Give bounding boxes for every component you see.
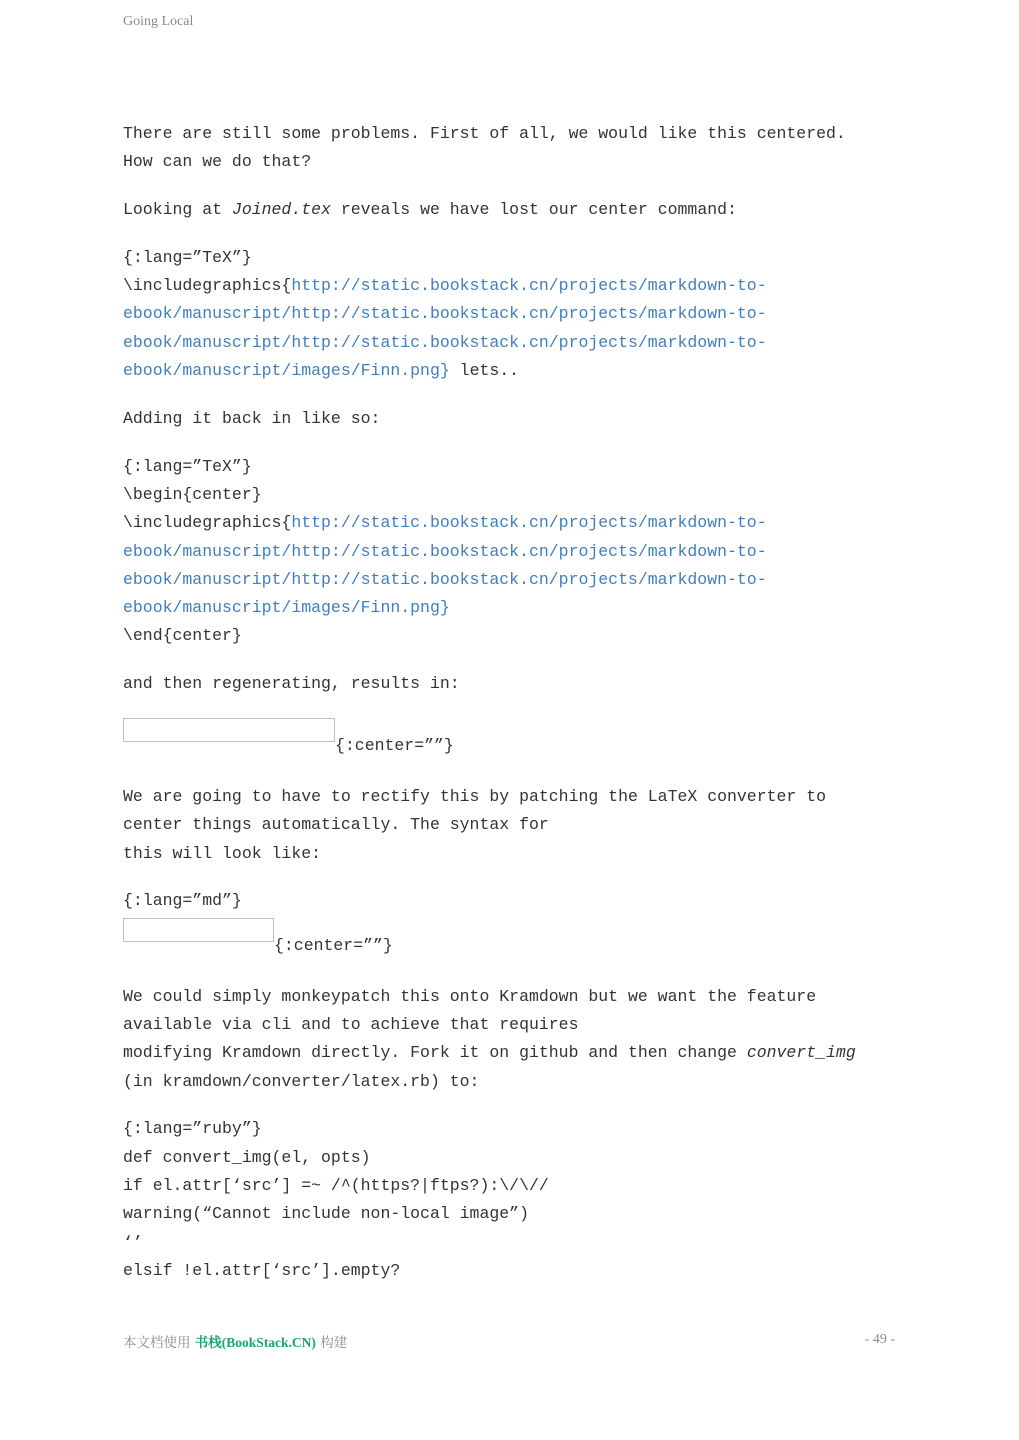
broken-image-placeholder	[123, 918, 274, 942]
code-line: if el.attr[‘src’] =~ /^(https?|ftps?):\/\//	[123, 1176, 549, 1196]
image-url-link[interactable]: ebook/manuscript/images/Finn.png}	[123, 598, 450, 618]
image-url-link[interactable]: http://static.bookstack.cn/projects/markdown-to-	[291, 276, 767, 296]
text-run: reveals we have lost our center command:	[330, 200, 737, 220]
text-line: We are going to have to rectify this by patching the LaTeX converter to	[123, 787, 827, 807]
code-line	[123, 538, 903, 566]
running-header: Going Local	[123, 14, 194, 29]
code-line	[123, 329, 903, 357]
paragraph-rectify	[123, 783, 903, 868]
code-line	[123, 357, 903, 385]
text-line: (in kramdown/converter/latex.rb) to:	[123, 1071, 480, 1091]
code-line	[123, 594, 903, 622]
page-content	[123, 120, 903, 1305]
code-line: warning(“Cannot include non-local image”)	[123, 1204, 529, 1224]
code-line: elsif !el.attr[‘src’].empty?	[123, 1260, 401, 1280]
md-lang-line: {:lang=”md”}	[123, 891, 242, 911]
text-line: How can we do that?	[123, 152, 312, 172]
text-line: available via cli and to achieve that requires	[123, 1015, 579, 1035]
paragraph-monkeypatch	[123, 983, 903, 1096]
code-block-tex-1	[123, 244, 903, 385]
code-block-tex-2	[123, 453, 903, 651]
code-line	[123, 509, 903, 537]
code-line	[123, 566, 903, 594]
code-line: \end{center}	[123, 626, 242, 646]
code-line	[123, 300, 903, 328]
footer-credit	[123, 1331, 347, 1351]
code-text: \includegraphics{	[123, 276, 292, 296]
method-emphasis: convert_img	[746, 1043, 856, 1063]
footer-suffix: 构建	[315, 1335, 348, 1351]
text-line: this will look like:	[123, 843, 322, 863]
image-url-link[interactable]: ebook/manuscript/http://static.bookstack.cn/projects/markdown-to-	[123, 332, 767, 352]
code-line	[123, 272, 903, 300]
paragraph-joined-tex	[123, 196, 903, 224]
text-line: There are still some problems. First of all, we would like this centered.	[123, 124, 846, 143]
text-run: Looking at	[123, 200, 232, 220]
bookstack-link[interactable]: 书栈(BookStack.CN)	[194, 1335, 316, 1350]
text-line: We could simply monkeypatch this onto Kramdown but we want the feature	[123, 986, 817, 1006]
broken-image-row	[123, 718, 903, 764]
code-line: {:lang=”TeX”}	[123, 247, 252, 267]
code-text: lets..	[449, 361, 520, 381]
page-number: - 49 -	[864, 1332, 895, 1347]
image-url-link[interactable]: http://static.bookstack.cn/projects/markdown-to-	[291, 513, 767, 533]
code-line: ‘’	[123, 1232, 143, 1252]
code-line: {:lang=”TeX”}	[123, 456, 252, 476]
code-text: \includegraphics{	[123, 513, 292, 533]
text-line: center things automatically. The syntax for	[123, 815, 549, 835]
footer-prefix: 本文档使用	[123, 1335, 195, 1351]
image-url-link[interactable]: ebook/manuscript/http://static.bookstack.cn/projects/markdown-to-	[123, 304, 767, 324]
center-attribute: {:center=””}	[274, 935, 393, 955]
broken-image-row	[123, 918, 903, 964]
image-url-link[interactable]: ebook/manuscript/http://static.bookstack.cn/projects/markdown-to-	[123, 541, 767, 561]
text-line	[123, 1039, 903, 1067]
code-line: def convert_img(el, opts)	[123, 1147, 371, 1167]
image-url-link[interactable]: ebook/manuscript/images/Finn.png}	[123, 361, 450, 381]
text-run: modifying Kramdown directly. Fork it on github and then change	[123, 1043, 747, 1063]
code-block-ruby	[123, 1115, 903, 1285]
image-url-link[interactable]: ebook/manuscript/http://static.bookstack.cn/projects/markdown-to-	[123, 569, 767, 589]
code-line: {:lang=”ruby”}	[123, 1119, 262, 1139]
paragraph-regenerating: and then regenerating, results in:	[123, 674, 460, 694]
paragraph-adding-back: Adding it back in like so:	[123, 408, 381, 428]
center-attribute: {:center=””}	[335, 736, 454, 756]
filename-emphasis: Joined.tex	[231, 200, 331, 220]
code-line: \begin{center}	[123, 484, 262, 504]
paragraph-centering-problem	[123, 120, 903, 177]
broken-image-placeholder	[123, 718, 335, 742]
